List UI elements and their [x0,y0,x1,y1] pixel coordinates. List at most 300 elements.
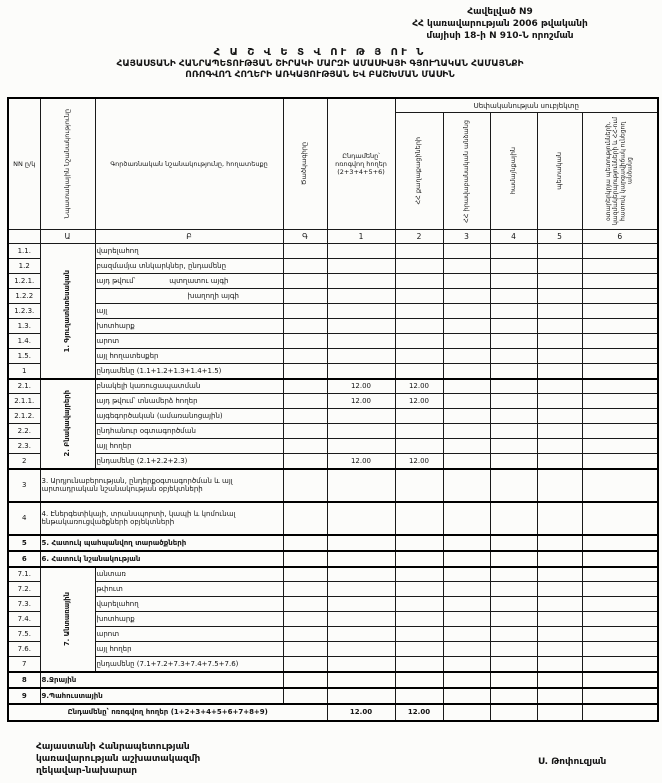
table-row [8,642,658,657]
value-cell [582,612,658,627]
col-header-ownership-group: Սեփականության սուբյեկտը [395,98,658,113]
row-number: 1.5. [8,349,40,364]
value-citizens [395,259,443,274]
row-number: 2.1.2. [8,409,40,424]
value-cell [490,439,537,454]
code-cell [283,612,327,627]
value-citizens [395,439,443,454]
value-cell [490,567,537,582]
value-total [327,657,395,672]
table-row [8,289,658,304]
value-cell [582,454,658,469]
table-row [8,259,658,274]
land-category-label: 4. Էներգետիկայի, տրանսպորտի, կապի և կոմունալ ենթակառուցվածքների օբյեկտների [40,502,283,535]
footer-line1: Հայաստանի Հանրապետության [36,742,190,752]
value-citizens [395,642,443,657]
value-cell [537,394,582,409]
value-cell [490,334,537,349]
value-cell [490,642,537,657]
value-cell [537,688,582,704]
value-cell [443,454,490,469]
table-row [8,244,658,259]
value-cell [582,535,658,551]
land-type-label: այգեգործական (ամառանոցային) [95,409,283,424]
value-total [327,304,395,319]
code-cell [283,334,327,349]
table-row [8,567,658,582]
value-cell [582,704,658,721]
value-citizens [395,349,443,364]
value-cell [443,688,490,704]
value-cell [443,672,490,688]
letter-cell: 2 [395,230,443,244]
land-type-label: ընդհանուր օգտագործման [95,424,283,439]
value-cell [443,409,490,424]
value-cell [443,535,490,551]
value-cell [582,409,658,424]
row-number: 1.2.3. [8,304,40,319]
footer-official-title [36,741,200,777]
land-type-label: թփուտ [95,582,283,597]
value-cell [443,304,490,319]
value-total [327,567,395,582]
col-header-purpose: Նպատակային նշանակությունը [40,98,95,230]
value-cell [490,672,537,688]
value-cell [537,672,582,688]
code-cell [283,409,327,424]
code-cell [283,582,327,597]
value-cell [537,657,582,672]
irrigated-lands-table [7,97,659,722]
row-number: 9 [8,688,40,704]
land-type-label: խոտհարք [95,319,283,334]
row-number: 7.1. [8,567,40,582]
value-cell [443,597,490,612]
table-row [8,304,658,319]
code-cell [283,597,327,612]
grand-total-label: Ընդամենը՝ ոռոգվող հողեր (1+2+3+4+5+6+7+8+9) [8,704,327,721]
code-cell [283,349,327,364]
value-cell [537,551,582,567]
value-cell [582,304,658,319]
value-cell [443,502,490,535]
code-cell [283,657,327,672]
value-cell [537,409,582,424]
report-title-line3: ՈՌՈԳՎՈՂ ՀՈՂԵՐԻ ԱՌԿԱՅՈՒԹՅԱՆ ԵՎ ԲԱՇԽՄԱՆ ՄԱՍԻՆ [185,70,455,81]
value-citizens [395,657,443,672]
value-cell [582,469,658,502]
table-row [8,334,658,349]
value-cell [582,274,658,289]
value-cell [490,244,537,259]
value-citizens [395,597,443,612]
land-type-label: բազմամյա տնկարկներ, ընդամենը [95,259,283,274]
row-number: 1.4. [8,334,40,349]
appendix-reference [350,6,650,42]
code-cell [283,551,327,567]
code-cell [283,502,327,535]
value-cell [537,567,582,582]
value-cell [582,379,658,394]
value-total [327,244,395,259]
row-number: 7.4. [8,612,40,627]
value-total [327,319,395,334]
value-cell [582,688,658,704]
row-number: 1.2 [8,259,40,274]
value-citizens: 12.00 [395,454,443,469]
value-cell [537,274,582,289]
code-cell [283,274,327,289]
value-cell [443,582,490,597]
code-cell [283,642,327,657]
grand-total-citizens: 12.00 [395,704,443,721]
land-type-label: խաղողի այգի [95,289,283,304]
value-cell [490,688,537,704]
row-number: 2.2. [8,424,40,439]
table-row [8,394,658,409]
value-citizens [395,364,443,379]
value-total [327,551,395,567]
value-cell [443,551,490,567]
table-row-subtotal [8,454,658,469]
appendix-line1: Հավելված N9 [467,7,533,17]
col-header-total: Ընդամենը՝ ոռոգվող հողեր (2+3+4+5+6) [327,98,395,230]
table-row [8,535,658,551]
row-number: 2 [8,454,40,469]
value-cell [582,642,658,657]
code-cell [283,688,327,704]
report-title [0,47,640,82]
value-cell [490,627,537,642]
value-citizens [395,627,443,642]
letter-cell [8,230,40,244]
value-cell [490,582,537,597]
value-cell [537,502,582,535]
column-letters-row [8,230,658,244]
table-row-subtotal [8,657,658,672]
col-header-nn: NN ը/կ [8,98,40,230]
grand-total-irrigated: 12.00 [327,704,395,721]
value-cell [443,289,490,304]
value-citizens [395,274,443,289]
value-total [327,597,395,612]
code-cell [283,627,327,642]
value-cell [582,567,658,582]
land-type-label: արոտ [95,627,283,642]
value-cell [582,364,658,379]
value-total [327,289,395,304]
value-citizens [395,551,443,567]
value-cell [490,597,537,612]
report-title-line2: ՀԱՅԱՍՏԱՆԻ ՀԱՆՐԱՊԵՏՈՒԹՅԱՆ ՇԻՐԱԿԻ ՄԱՐԶԻ ԱՄԱՍԻԱՅԻ ԳՅՈՒՂԱԿԱՆ ՀԱՄԱՅՆՔԻ [116,59,524,69]
value-citizens [395,304,443,319]
value-citizens: 12.00 [395,394,443,409]
table-row-subtotal [8,364,658,379]
letter-cell: Ա [40,230,95,244]
value-cell [582,394,658,409]
table-row [8,627,658,642]
value-cell [582,502,658,535]
value-total [327,469,395,502]
code-cell [283,364,327,379]
row-number: 7 [8,657,40,672]
value-cell [582,244,658,259]
table-row [8,274,658,289]
land-category-label: 6. Հատուկ նշանակության [40,551,283,567]
value-cell [490,469,537,502]
code-cell [283,535,327,551]
value-cell [537,379,582,394]
code-cell [283,469,327,502]
code-cell [283,424,327,439]
value-cell [582,334,658,349]
col-header-legal-entities: ՀՀ իրավաբանական անձանց [443,113,490,230]
value-cell [537,454,582,469]
value-cell [537,364,582,379]
value-cell [582,439,658,454]
land-type-label: արոտ [95,334,283,349]
table-row-grand-total [8,704,658,721]
table-row [8,424,658,439]
value-cell [490,535,537,551]
value-cell [490,304,537,319]
land-category-label: 5. Հատուկ պահպանվող տարածքների [40,535,283,551]
col-header-community: համայնքային [490,113,537,230]
value-citizens [395,409,443,424]
value-cell [582,424,658,439]
value-total [327,424,395,439]
value-cell [443,612,490,627]
value-cell [490,289,537,304]
value-cell [490,364,537,379]
appendix-line3: մայիսի 18-ի N 910-Ն որոշման [426,31,574,42]
col-header-code: Ծածկագիրը [283,98,327,230]
value-cell [582,597,658,612]
value-cell [537,244,582,259]
value-cell [537,334,582,349]
value-cell [490,612,537,627]
value-cell [490,259,537,274]
row-number: 1.3. [8,319,40,334]
value-cell [490,274,537,289]
letter-cell: 3 [443,230,490,244]
value-cell [443,567,490,582]
value-cell [537,349,582,364]
value-citizens [395,469,443,502]
row-number: 6 [8,551,40,567]
value-citizens [395,672,443,688]
value-total [327,688,395,704]
value-cell [443,364,490,379]
table-row [8,439,658,454]
value-cell [537,627,582,642]
value-total [327,334,395,349]
value-cell [443,274,490,289]
col-header-citizens: ՀՀ քաղաքացիների [395,113,443,230]
value-citizens [395,688,443,704]
value-cell [490,319,537,334]
value-cell [490,424,537,439]
code-cell [283,454,327,469]
table-row [8,319,658,334]
table-row [8,379,658,394]
value-total [327,612,395,627]
value-total [327,349,395,364]
code-cell [283,672,327,688]
value-cell [443,334,490,349]
table-row [8,688,658,704]
value-cell [537,612,582,627]
value-cell [443,627,490,642]
row-number: 2.1. [8,379,40,394]
land-type-label: այլ հողեր [95,642,283,657]
land-category-label: 9.Պահուստային [40,688,283,704]
value-cell [582,349,658,364]
table-row [8,672,658,688]
value-cell [443,424,490,439]
value-citizens [395,244,443,259]
value-cell [582,551,658,567]
value-citizens [395,612,443,627]
col-header-state: պետական [537,113,582,230]
value-cell [443,469,490,502]
value-citizens [395,319,443,334]
land-type-label: այդ թվում՝ պտղատու այգի [95,274,283,289]
land-type-label: խոտհարք [95,612,283,627]
value-cell [490,379,537,394]
row-number: 7.2. [8,582,40,597]
value-cell [537,319,582,334]
value-total [327,672,395,688]
code-cell [283,319,327,334]
appendix-line2: ՀՀ կառավարության 2006 թվականի [412,19,588,30]
land-type-label: անտառ [95,567,283,582]
value-citizens [395,424,443,439]
land-type-label: վարելահող [95,597,283,612]
value-citizens [395,334,443,349]
land-type-label: վարելահող [95,244,283,259]
code-cell [283,244,327,259]
footer-line3: ղեկավար-նախարար [36,766,138,777]
letter-cell: 6 [582,230,658,244]
code-cell [283,439,327,454]
letter-cell: Գ [283,230,327,244]
value-cell [490,704,537,721]
row-number: 3 [8,469,40,502]
value-cell [443,319,490,334]
code-cell [283,567,327,582]
table-row [8,597,658,612]
row-number: 8 [8,672,40,688]
land-type-label: այլ հողեր [95,439,283,454]
value-cell [537,304,582,319]
row-number: 1.2.1. [8,274,40,289]
row-number: 5 [8,535,40,551]
land-type-label: բնակելի կառուցապատման [95,379,283,394]
row-number: 7.5. [8,627,40,642]
row-number: 1 [8,364,40,379]
table-row [8,612,658,627]
value-cell [443,349,490,364]
value-total [327,364,395,379]
row-number: 4 [8,502,40,535]
value-total: 12.00 [327,454,395,469]
value-cell [537,424,582,439]
value-cell [490,551,537,567]
value-total [327,582,395,597]
land-category-label: 8.Ջրային [40,672,283,688]
value-cell [537,469,582,502]
row-number: 2.3. [8,439,40,454]
value-cell [443,642,490,657]
value-cell [537,582,582,597]
value-cell [582,289,658,304]
value-cell [537,439,582,454]
value-total: 12.00 [327,379,395,394]
value-cell [537,642,582,657]
footer-line2: կառավարության աշխատակազմի [36,754,201,765]
letter-cell: Բ [95,230,283,244]
header-row-group [8,98,658,113]
value-total [327,409,395,424]
value-cell [537,597,582,612]
value-cell [537,535,582,551]
row-number: 7.3. [8,597,40,612]
value-total [327,274,395,289]
value-cell [582,582,658,597]
value-citizens [395,289,443,304]
value-total [327,439,395,454]
letter-cell: 5 [537,230,582,244]
code-cell [283,304,327,319]
row-number: 1.2.2 [8,289,40,304]
value-cell [537,289,582,304]
code-cell [283,289,327,304]
value-total [327,642,395,657]
section-label-settlements: 2. Բնակավայրերի [40,379,95,469]
table-row [8,409,658,424]
value-cell [490,454,537,469]
value-cell [490,657,537,672]
col-header-foreign: օտարերկրյա պետությունների, կազմակերպությունների և ՀՀ-ում հատուկ կարգավիճակ ունեցող անձանց [582,113,658,230]
section-label-forest: 7. Անտառային [40,567,95,672]
land-type-label: ընդամենը (7.1+7.2+7.3+7.4+7.5+7.6) [95,657,283,672]
value-cell [582,319,658,334]
row-number: 1.1. [8,244,40,259]
letter-cell: 1 [327,230,395,244]
value-cell [490,394,537,409]
col-header-functional: Գործառնական նշանակությունը, հողատեսքը [95,98,283,230]
value-cell [490,409,537,424]
value-cell [443,259,490,274]
value-cell [443,394,490,409]
value-total [327,502,395,535]
code-cell [283,379,327,394]
value-cell [537,704,582,721]
letter-cell: 4 [490,230,537,244]
value-cell [443,379,490,394]
table-row [8,582,658,597]
land-type-label: այդ թվում՝ տնամերձ հողեր [95,394,283,409]
row-number: 2.1.1. [8,394,40,409]
table-row [8,502,658,535]
table-row [8,551,658,567]
value-cell [582,627,658,642]
value-cell [490,349,537,364]
land-type-label: ընդամենը (2.1+2.2+2.3) [95,454,283,469]
land-category-label: 3. Արդյունաբերության, ընդերքօգտագործման և այլ արտադրական նշանակության օբյեկտների [40,469,283,502]
value-cell [490,502,537,535]
